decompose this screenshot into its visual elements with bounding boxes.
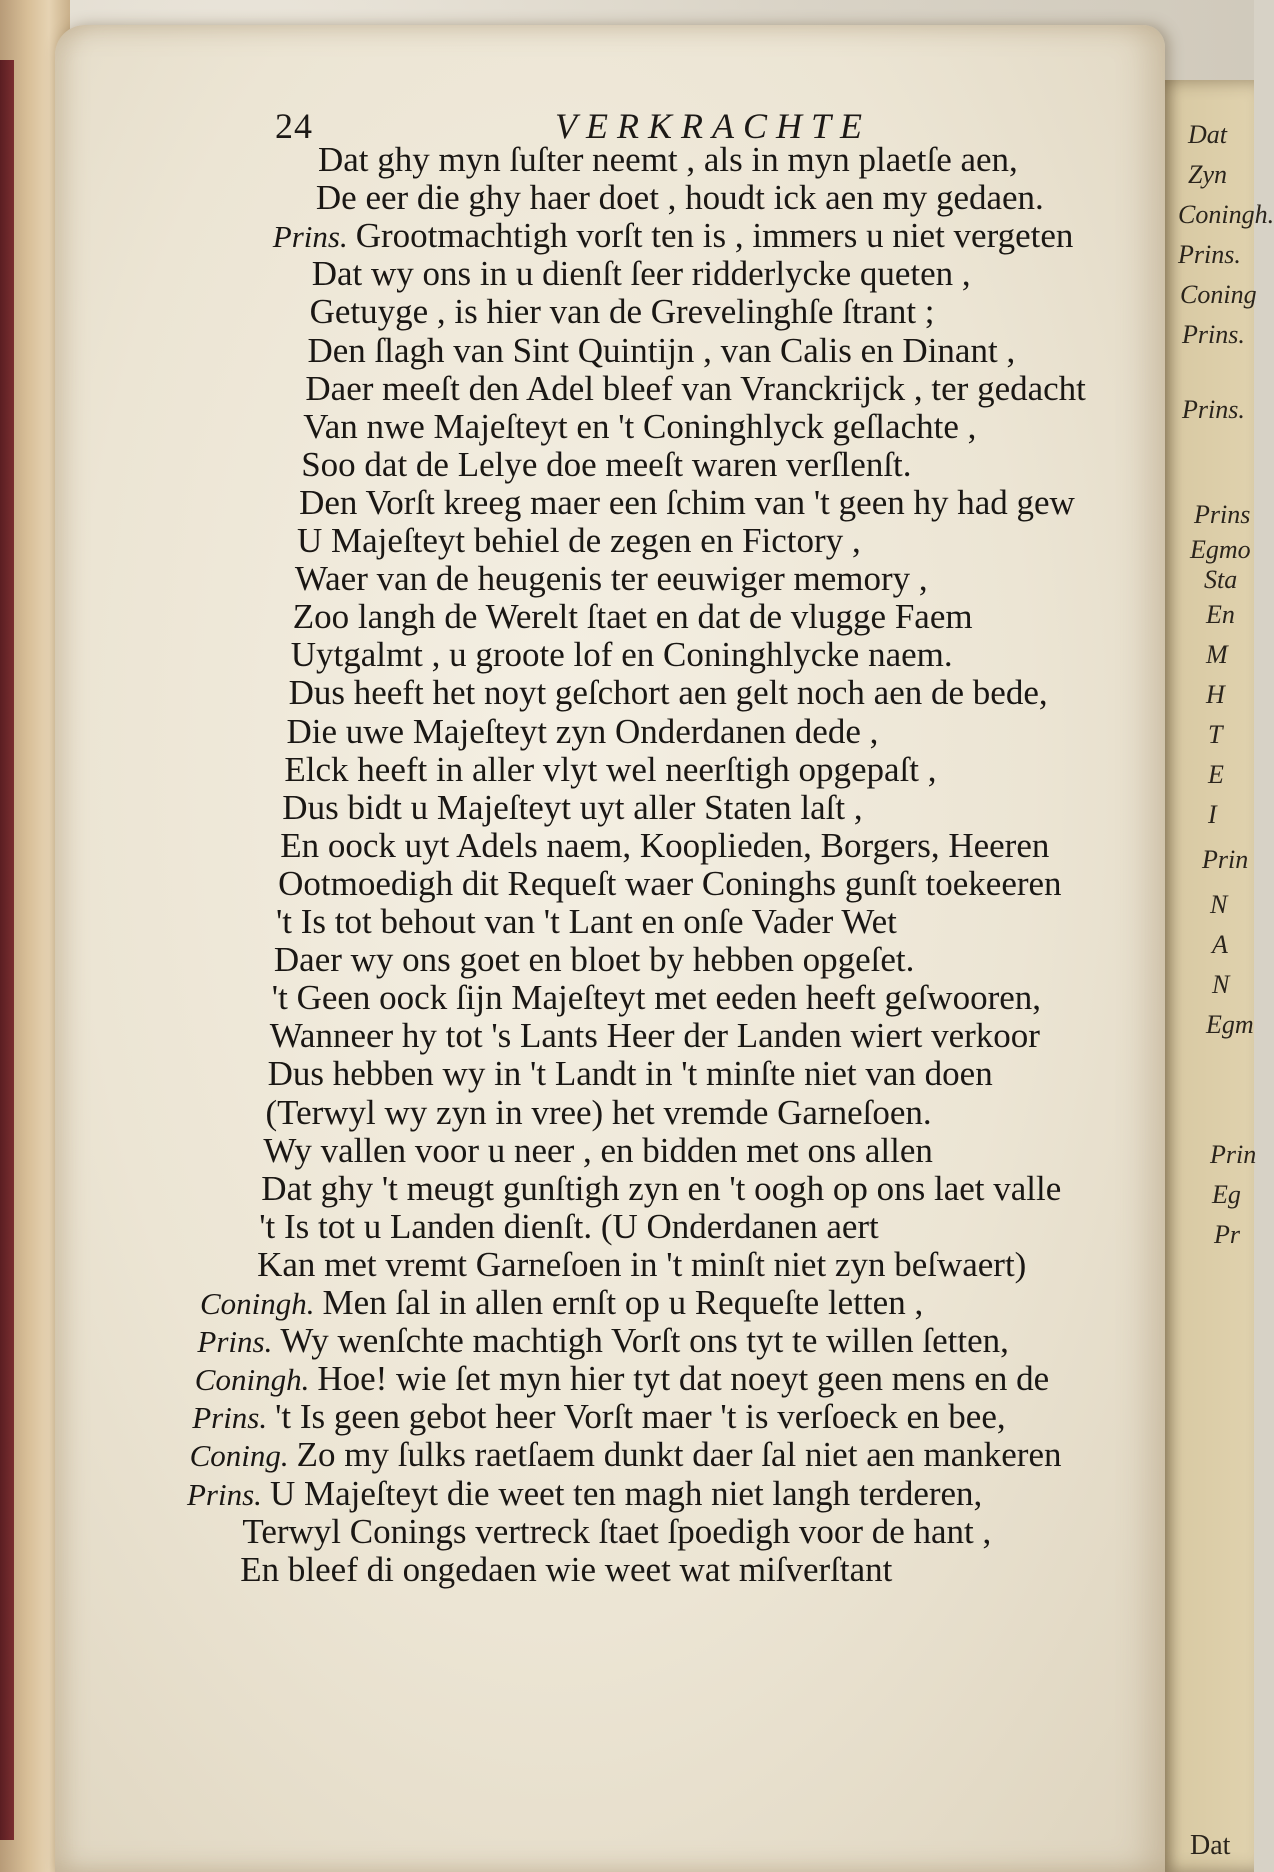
verse-line-text: Dat ghy myn ſuſter neemt , als in myn plaetſe aen, xyxy=(318,140,1018,179)
verse-line-text: En oock uyt Adels naem, Kooplieden, Borgers, Heeren xyxy=(280,825,1050,865)
speaker-label: Coningh. xyxy=(200,1286,315,1321)
facing-page-fragment: Eg xyxy=(1212,1180,1241,1209)
verse-line-text: De eer die ghy haer doet , houdt ick aen my gedaen. xyxy=(315,178,1044,218)
verse-line-text: Uytgalmt , u groote lof en Coninghlycke naem. xyxy=(290,635,953,675)
facing-page-fragment: En xyxy=(1206,600,1235,629)
verse-line-text: U Majeſteyt behiel de zegen en Fictory , xyxy=(297,521,861,560)
verse-line-text: Zoo langh de Werelt ſtaet en dat de vlugge Faem xyxy=(292,597,973,637)
verse-line-text: Dus hebben wy in 't Landt in 't minſte niet van doen xyxy=(267,1054,993,1094)
verse-line-text: Den Vorſt kreeg maer een ſchim van 't geen hy had gew xyxy=(299,482,1075,522)
verse-line-text: Wy vallen voor u neer , en bidden met ons allen xyxy=(263,1130,933,1170)
verse-line-text: Men ſal in allen ernſt op u Requeſte letten , xyxy=(322,1283,924,1322)
facing-page-fragment: H xyxy=(1206,680,1225,709)
verse-line-text: Daer meeſt den Adel bleef van Vranckrijck , ter gedacht xyxy=(305,368,1086,408)
running-head: VERKRACHTE xyxy=(555,106,871,146)
verse-line-text: U Majeſteyt die weet ten magh niet langh terderen, xyxy=(269,1473,983,1513)
verse-line-text: 't Geen oock ſijn Majeſteyt met eeden heeft geſwooren, xyxy=(271,978,1042,1018)
verse-line-text: En bleef di ongedaen wie weet wat miſverſtant xyxy=(240,1549,893,1589)
verse-line-text: Dat wy ons in u dienſt ſeer ridderlycke queten , xyxy=(311,254,971,294)
facing-page-fragment: I xyxy=(1208,800,1217,829)
facing-page-fragment: N xyxy=(1210,890,1228,919)
verse-line-text: Kan met vremt Garneſoen in 't minſt niet zyn beſwaert) xyxy=(257,1244,1027,1284)
verse-line-text: Grootmachtigh vorſt ten is , immers u niet vergeten xyxy=(355,216,1074,256)
speaker-label: Prins. xyxy=(272,219,348,255)
verse-line-text: Getuyge , is hier van de Grevelinghſe ſtrant ; xyxy=(309,292,935,332)
verse-line-text: 't Is geen gebot heer Vorſt maer 't is verſoeck en bee, xyxy=(275,1397,1006,1437)
verse-line-text: Den ſlagh van Sint Quintijn , van Calis en Dinant , xyxy=(307,330,1016,370)
verse-line-text: Daer wy ons goet en bloet by hebben opgeſet. xyxy=(273,940,915,980)
facing-page-fragment: Prins. xyxy=(1182,320,1245,349)
facing-page-fragment: Egm xyxy=(1206,1010,1254,1039)
facing-page-fragment: Prins. xyxy=(1178,240,1241,269)
verse-line-text: Wy wenſchte machtigh Vorſt ons tyt te willen ſetten, xyxy=(280,1321,1009,1361)
page-header xyxy=(275,105,1015,155)
verse-line-text: 't Is tot u Landen dienſt. (U Onderdanen aert xyxy=(259,1206,879,1246)
verse-line-text: Soo dat de Lelye doe meeſt waren verſlenſt. xyxy=(301,444,912,484)
facing-page-fragment: Sta xyxy=(1204,565,1238,594)
facing-page-fragment: T xyxy=(1208,720,1223,749)
verse-line-text: Elck heeft in aller vlyt wel neerſtigh opgepaſt , xyxy=(284,749,937,789)
verse-line-text: Wanneer hy tot 's Lants Heer der Landen wiert verkoor xyxy=(269,1016,1040,1056)
facing-page-fragment: Prin xyxy=(1202,845,1249,874)
verse-line-text: Dus bidt u Majeſteyt uyt aller Staten laſt , xyxy=(282,787,863,827)
facing-page-fragment: Prins xyxy=(1194,500,1251,529)
facing-page-fragment: Egmo xyxy=(1190,535,1251,564)
facing-page-fragment: A xyxy=(1212,930,1228,959)
speaker-label: Coning. xyxy=(189,1438,289,1474)
facing-page-fragment: Zyn xyxy=(1188,160,1227,189)
facing-page-fragment: Prin xyxy=(1210,1140,1257,1169)
facing-page-fragment: N xyxy=(1212,970,1230,999)
verse-line-text: Terwyl Conings vertreck ſtaet ſpoedigh voor de hant , xyxy=(242,1511,992,1551)
verse-line-text: Van nwe Majeſteyt en 't Coninghlyck geſlachte , xyxy=(303,406,977,446)
speaker-label: Prins. xyxy=(187,1476,262,1512)
verse-line-text: Zo my ſulks raetſaem dunkt daer ſal niet aen mankeren xyxy=(296,1435,1062,1475)
verse-line-text: Dat ghy 't meugt gunſtigh zyn en 't oogh op ons laet valle xyxy=(261,1168,1062,1208)
catchword: Dat xyxy=(1190,1830,1231,1861)
verse-line-text: (Terwyl wy zyn in vree) het vremde Garneſoen. xyxy=(265,1092,932,1132)
verse-line-text: Waer van de heugenis ter eeuwiger memory , xyxy=(294,559,928,599)
verse-line-text: 't Is tot behout van 't Lant en onſe Vader Wet xyxy=(276,902,897,941)
speaker-label: Prins. xyxy=(197,1324,273,1360)
verse-line-text: Hoe! wie ſet myn hier tyt dat noeyt geen mens en de xyxy=(317,1359,1050,1399)
facing-page-fragment: M xyxy=(1206,640,1228,669)
facing-page-fragment: Dat xyxy=(1188,120,1227,149)
book-page xyxy=(55,25,1165,1872)
facing-page-fragment: Prins. xyxy=(1182,395,1245,424)
facing-page xyxy=(1150,80,1274,1872)
verse-line-text: Die uwe Majeſteyt zyn Onderdanen dede , xyxy=(286,711,879,751)
facing-page-fragment: E xyxy=(1208,760,1224,789)
verse-line-text: Ootmoedigh dit Requeſt waer Coninghs gunſt toekeeren xyxy=(278,863,1062,903)
speaker-label: Coningh. xyxy=(194,1362,310,1398)
speaker-label: Prins. xyxy=(192,1400,268,1436)
page-number: 24 xyxy=(275,106,313,146)
facing-page-fragment: Pr xyxy=(1214,1220,1240,1249)
facing-page-fragment: Coningh. xyxy=(1178,200,1274,229)
facing-page-fragment: Coning xyxy=(1180,280,1257,309)
verse-line-text: Dus heeft het noyt geſchort aen gelt noch aen de bede, xyxy=(288,673,1048,713)
